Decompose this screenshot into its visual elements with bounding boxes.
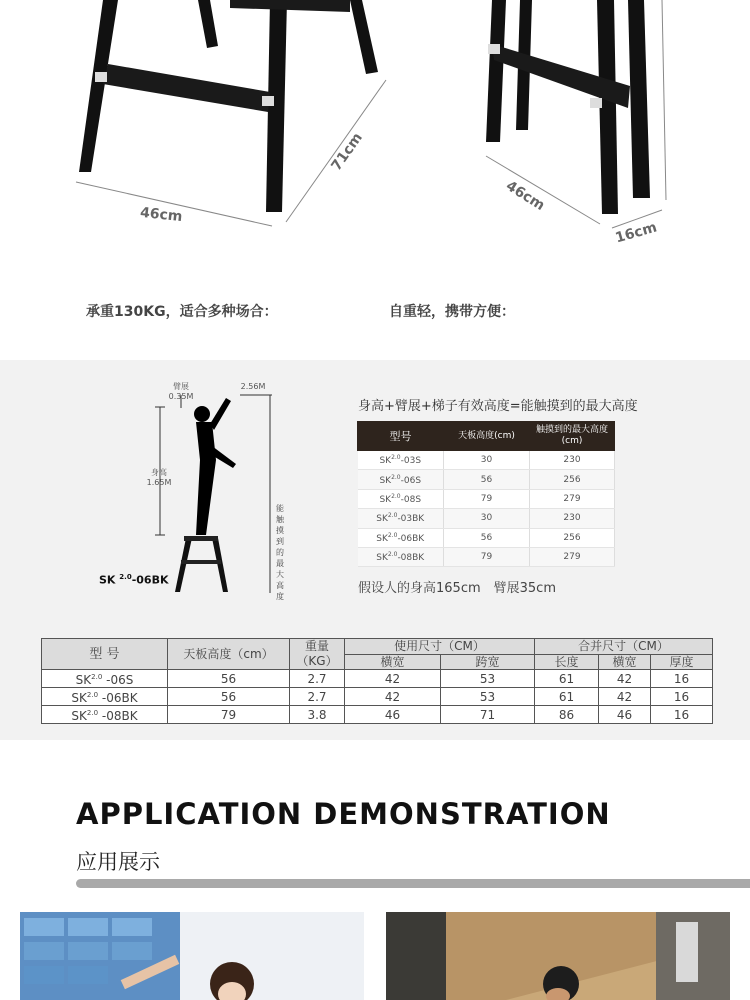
table-row: $SK^{2.0}-06S$ 56 256 xyxy=(358,470,615,489)
dimension-depth-label: 46cm xyxy=(502,177,548,215)
arm-span-label: 臂展 0.35M xyxy=(168,382,194,401)
section-divider-bar xyxy=(76,879,750,888)
application-photo-warehouse xyxy=(20,912,364,1000)
header-board-height: 天板高度（cm） xyxy=(168,639,290,670)
table-row: $SK^{2.0}-03BK$ 30 230 xyxy=(358,509,615,528)
reach-header-model: 型号 xyxy=(358,422,444,451)
application-photo-attic xyxy=(386,912,730,1000)
header-length: 长度 xyxy=(535,655,599,670)
reach-table xyxy=(357,421,615,567)
application-title: APPLICATION DEMONSTRATION xyxy=(76,797,611,831)
product-photos xyxy=(0,0,750,360)
table-row: $SK^{2.0}-03S$ 30 230 xyxy=(358,451,615,470)
header-closed-width: 横宽 xyxy=(599,655,651,670)
header-use-size: 使用尺寸（CM） xyxy=(345,639,535,655)
header-span: 跨宽 xyxy=(441,655,535,670)
table-row: $SK^{2.0}$ -08BK 79 3.8 46 71 86 46 16 xyxy=(42,706,713,724)
reach-formula-title: 身高+臂展+梯子有效高度=能触摸到的最大高度 xyxy=(358,399,638,414)
header-weight-unit: （KG） xyxy=(290,655,345,670)
reach-header-max: 触摸到的最大高度(cm) xyxy=(530,422,615,451)
table-row: $SK^{2.0}-08BK$ 79 279 xyxy=(358,547,615,566)
load-capacity-caption: 承重130KG，适合多种场合： xyxy=(86,304,278,320)
dimension-width-label: 46cm xyxy=(139,204,184,226)
header-width: 横宽 xyxy=(345,655,441,670)
ladder-left-image xyxy=(76,0,386,226)
header-weight: 重量 xyxy=(290,639,345,655)
dimensions-table xyxy=(41,638,713,724)
application-subtitle: 应用展示 xyxy=(76,850,160,874)
max-reach-value: 2.56M xyxy=(240,382,266,391)
reach-table-header xyxy=(358,422,615,451)
header-model: 型 号 xyxy=(42,639,168,670)
assumption-note: 假设人的身高165cm 臂展35cm xyxy=(358,581,556,596)
dimension-thickness-label: 16cm xyxy=(613,219,659,247)
dimensions-header-row xyxy=(42,639,713,655)
table-row: $SK^{2.0}-06BK$ 56 256 xyxy=(358,528,615,547)
table-row: $SK^{2.0}$ -06BK 56 2.7 42 53 61 42 16 xyxy=(42,688,713,706)
body-height-label: 身高 1.65M xyxy=(146,468,172,487)
table-row: $SK^{2.0}$ -06S 56 2.7 42 53 61 42 16 xyxy=(42,670,713,688)
max-height-vertical-label: 能触摸到的最大高度 xyxy=(276,504,284,601)
specification-section xyxy=(0,360,750,740)
table-row: $SK^{2.0}-08S$ 79 279 xyxy=(358,489,615,508)
header-thickness: 厚度 xyxy=(651,655,713,670)
reach-header-board: 天板高度(cm) xyxy=(444,422,530,451)
dimension-height-label: 71cm xyxy=(328,130,366,174)
diagram-model-label: SK $^{2.0}$-06BK xyxy=(99,573,169,587)
header-closed-size: 合并尺寸（CM） xyxy=(535,639,713,655)
lightweight-caption: 自重轻，携带方便： xyxy=(389,304,515,320)
